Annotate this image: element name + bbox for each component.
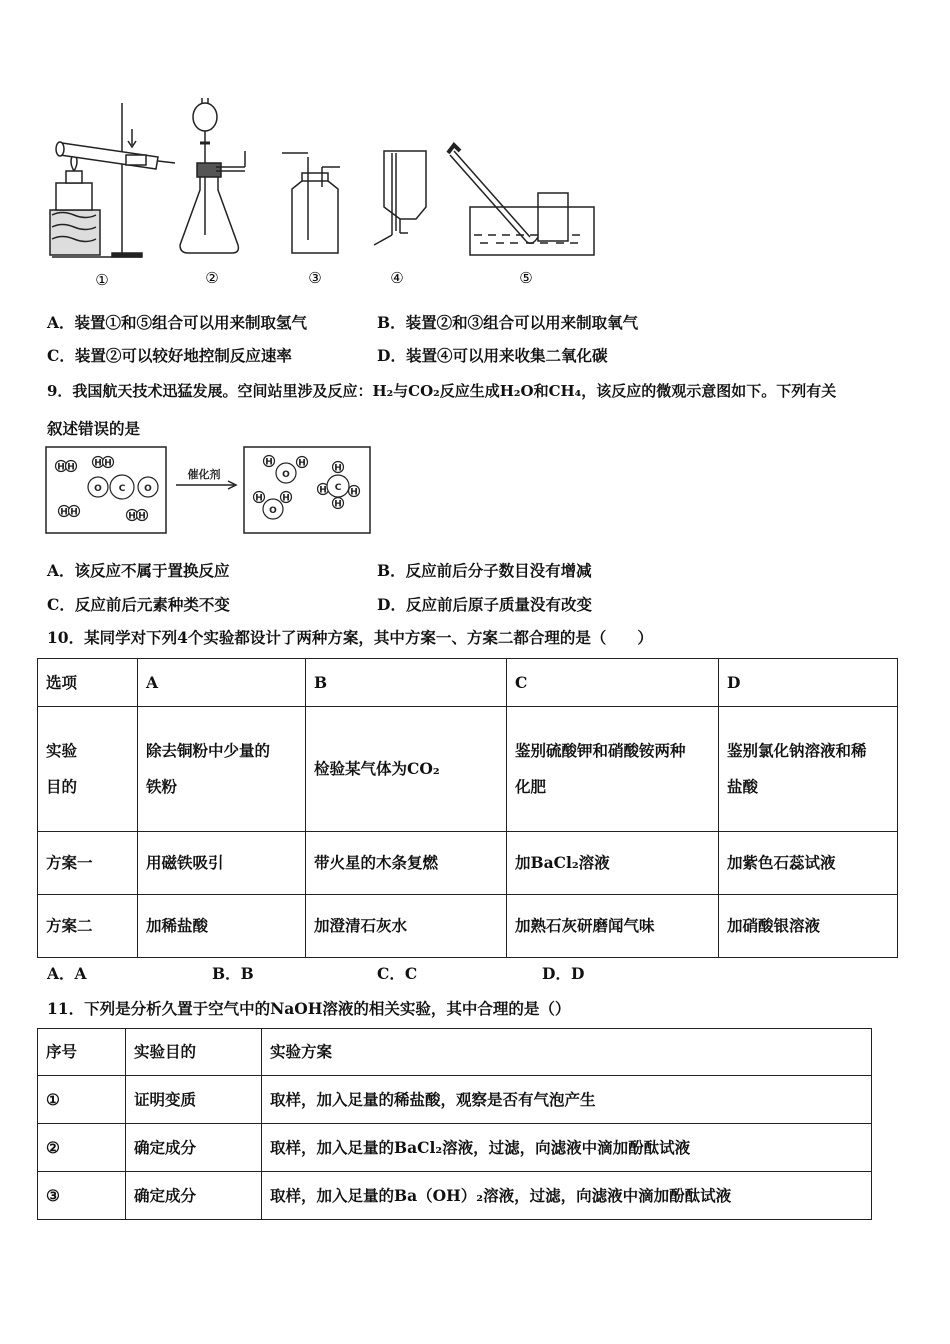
q10-header-row — [38, 659, 898, 707]
q11-header-row — [38, 1029, 872, 1076]
q10-purpose-cell: 除去铜粉中少量的 铁粉 — [138, 707, 306, 832]
apparatus-5-water-trough — [448, 145, 594, 255]
q10-plan1-row — [38, 832, 898, 895]
svg-text:H: H — [128, 511, 136, 522]
q11-cell: 确定成分 — [126, 1172, 262, 1220]
apparatus-4-inverted-bottle — [374, 151, 426, 245]
q10-row-label: 方案一 — [38, 832, 138, 895]
svg-text:O: O — [269, 506, 277, 516]
apparatus-label-5: ⑤ — [519, 269, 533, 287]
q10-answer-d: D．D — [542, 964, 585, 983]
q9-option-a: A．该反应不属于置换反应 — [47, 561, 230, 580]
q8-option-b: B．装置②和③组合可以用来制取氧气 — [377, 313, 639, 332]
svg-text:O: O — [282, 470, 290, 480]
svg-text:H: H — [138, 511, 146, 522]
q10-plan-cell: 加BaCl₂溶液 — [507, 832, 719, 895]
product-h2o-molecule-2 — [254, 492, 292, 520]
svg-text:C: C — [334, 483, 342, 493]
q10-row-label: 方案二 — [38, 895, 138, 958]
q8-option-c: C．装置②可以较好地控制反应速率 — [47, 346, 292, 365]
q8-options-row-1 — [47, 311, 907, 335]
svg-text:H: H — [334, 499, 342, 510]
apparatus-label-3: ③ — [308, 269, 322, 287]
q9-reaction-diagram — [44, 445, 374, 537]
q11-cell: 证明变质 — [126, 1076, 262, 1124]
svg-text:H: H — [94, 458, 102, 469]
apparatus-figure — [40, 95, 610, 295]
svg-text:O: O — [144, 484, 152, 494]
q9-stem-line1: 9．我国航天技术迅猛发展。空间站里涉及反应：H₂与CO₂反应生成H₂O和CH₄，该反应的微观示意图如下。下列有关 — [47, 382, 837, 400]
q9-stem-line2: 叙述错误的是 — [47, 419, 141, 438]
apparatus-1-heating-tube — [50, 103, 175, 257]
q11-cell: 确定成分 — [126, 1124, 262, 1172]
q10-answers-row — [47, 962, 907, 986]
q11-row — [38, 1076, 872, 1124]
q10-plan-cell: 加硝酸银溶液 — [719, 895, 898, 958]
q10-plan-cell: 加熟石灰研磨闻气味 — [507, 895, 719, 958]
svg-text:H: H — [255, 493, 263, 504]
svg-text:C: C — [118, 484, 126, 494]
q10-plan-cell: 加紫色石蕊试液 — [719, 832, 898, 895]
svg-text:H: H — [67, 462, 75, 473]
q10-header-cell: C — [507, 659, 719, 707]
q10-plan-cell: 带火星的木条复燃 — [306, 832, 507, 895]
q10-purpose-cell: 鉴别硫酸钾和硝酸铵两种 化肥 — [507, 707, 719, 832]
svg-text:H: H — [334, 463, 342, 474]
q10-table — [37, 658, 898, 958]
q9-option-b: B．反应前后分子数目没有增减 — [377, 561, 592, 580]
q8-options-row-2 — [47, 344, 907, 368]
svg-text:H: H — [60, 507, 68, 518]
svg-text:O: O — [94, 484, 102, 494]
q11-cell: ① — [38, 1076, 126, 1124]
product-h2o-molecule-1 — [264, 456, 308, 484]
q10-header-cell: A — [138, 659, 306, 707]
apparatus-label-2: ② — [205, 269, 219, 287]
q10-plan2-row — [38, 895, 898, 958]
q11-cell: 取样，加入足量的稀盐酸，观察是否有气泡产生 — [262, 1076, 872, 1124]
q10-header-cell: 选项 — [38, 659, 138, 707]
apparatus-label-4: ④ — [390, 269, 404, 287]
reactant-h2-molecule-4 — [127, 510, 148, 522]
q11-cell: ③ — [38, 1172, 126, 1220]
q9-option-c: C．反应前后元素种类不变 — [47, 595, 230, 614]
svg-text:H: H — [319, 485, 327, 496]
q10-plan-cell: 加澄清石灰水 — [306, 895, 507, 958]
q11-cell: ② — [38, 1124, 126, 1172]
svg-text:H: H — [298, 458, 306, 469]
q10-header-cell: D — [719, 659, 898, 707]
apparatus-label-1: ① — [95, 271, 109, 289]
q10-purpose-cell: 检验某气体为CO₂ — [306, 707, 507, 832]
q11-stem: 11．下列是分析久置于空气中的NaOH溶液的相关实验，其中合理的是（） — [47, 999, 571, 1018]
svg-text:H: H — [104, 458, 112, 469]
q10-answer-a: A．A — [47, 964, 87, 983]
q10-purpose-cell: 鉴别氯化钠溶液和稀 盐酸 — [719, 707, 898, 832]
catalyst-label: 催化剂 — [187, 468, 221, 481]
q10-header-cell: B — [306, 659, 507, 707]
apparatus-2-flask-funnel — [180, 98, 245, 253]
q9-options-row-1 — [47, 559, 907, 583]
reactant-h2-molecule-1 — [56, 461, 77, 473]
q10-answer-c: C．C — [377, 964, 418, 983]
q10-purpose-row — [38, 707, 898, 832]
q10-plan-cell: 加稀盐酸 — [138, 895, 306, 958]
svg-text:H: H — [282, 493, 290, 504]
q8-option-a: A．装置①和⑤组合可以用来制取氢气 — [47, 313, 308, 332]
q11-header-cell: 序号 — [38, 1029, 126, 1076]
q8-option-d: D．装置④可以用来收集二氧化碳 — [377, 346, 608, 365]
q10-plan-cell: 用磁铁吸引 — [138, 832, 306, 895]
svg-text:H: H — [350, 487, 358, 498]
reaction-arrow — [176, 467, 236, 489]
reactant-h2-molecule-2 — [93, 457, 114, 469]
q11-cell: 取样，加入足量的Ba（OH）₂溶液，过滤，向滤液中滴加酚酞试液 — [262, 1172, 872, 1220]
svg-text:H: H — [57, 462, 65, 473]
svg-text:H: H — [265, 457, 273, 468]
q11-cell: 取样，加入足量的BaCl₂溶液，过滤，向滤液中滴加酚酞试液 — [262, 1124, 872, 1172]
q11-header-cell: 实验目的 — [126, 1029, 262, 1076]
q10-stem: 10．某同学对下列4个实验都设计了两种方案，其中方案一、方案二都合理的是（ ） — [47, 628, 653, 647]
apparatus-3-gas-bottle — [282, 153, 340, 253]
q10-answer-b: B．B — [212, 964, 254, 983]
product-ch4-molecule — [318, 462, 360, 510]
q11-header-cell: 实验方案 — [262, 1029, 872, 1076]
q11-row — [38, 1172, 872, 1220]
q9-option-d: D．反应前后原子质量没有改变 — [377, 595, 592, 614]
q9-options-row-2 — [47, 593, 907, 617]
reactant-h2-molecule-3 — [59, 506, 80, 518]
q10-row-label: 实验 目的 — [38, 707, 138, 832]
svg-text:H: H — [70, 507, 78, 518]
q11-row — [38, 1124, 872, 1172]
q11-table — [37, 1028, 872, 1220]
reactant-co2-molecule — [88, 475, 158, 499]
